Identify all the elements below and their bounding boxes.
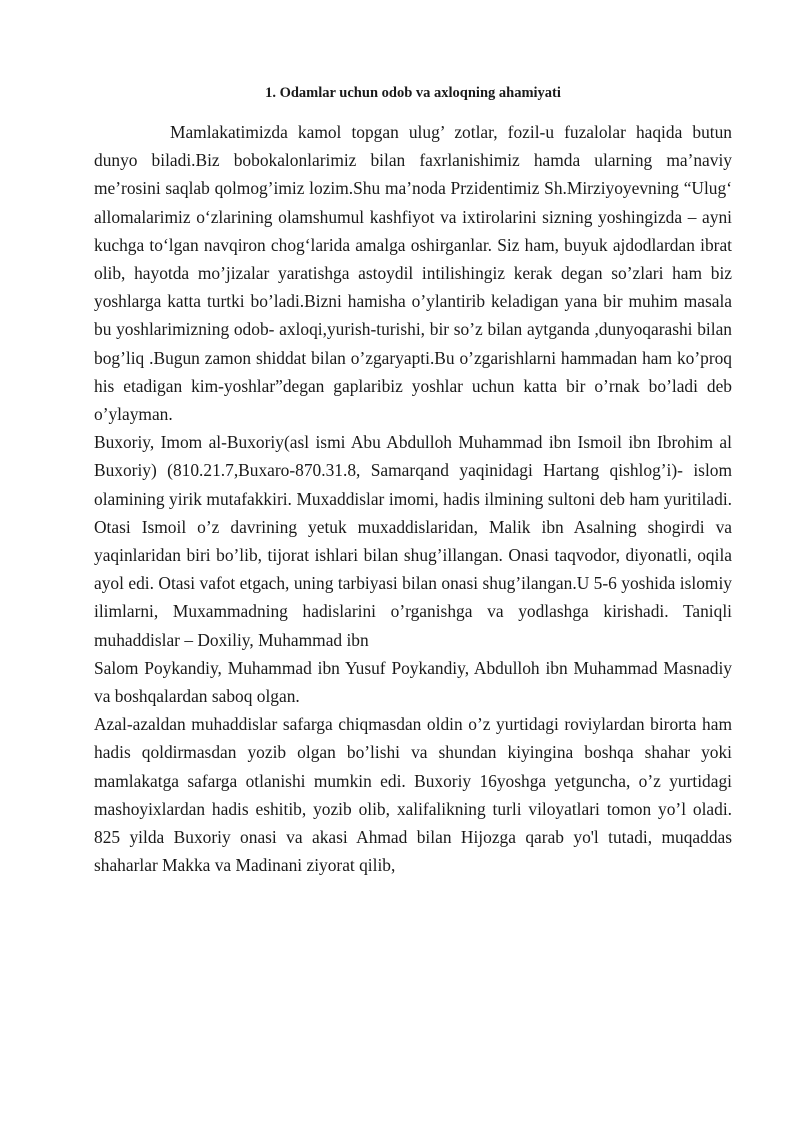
paragraph-travels: Azal-azaldan muhaddislar safarga chiqmasdan oldin o’z yurtidagi roviylardan birorta ham hadis qoldirmasdan yozib olgan bo’lishi va shundan kiyingina boshqa shahar yoki mamlakatga safarga otlanishi mumkin edi. Buxoriy 16yoshga yetguncha, o’z yurtidagi mashoyixlardan hadis eshitib, yozib olib, xalifalikning turli viloyatlari tomon yo’l oladi. 825 yilda Buxoriy onasi va akasi Ahmad bilan Hijozga qarab yo'l tutadi, muqaddas shaharlar Makka va Madinani ziyorat qilib, (94, 714, 732, 876)
paragraph-teachers: Salom Poykandiy, Muhammad ibn Yusuf Poykandiy, Abdulloh ibn Muhammad Masnadiy va boshqalardan saboq olgan. (94, 657, 732, 707)
paragraph-buxoriy-bio: Buxoriy, Imom al-Buxoriy(asl ismi Abu Abdulloh Muhammad ibn Ismoil ibn Ibrohim al Buxoriy) (810.21.7,Buxaro-870.31.8, Samarqand yaqinidagi Hartang qishlog’i)- islom olamining yirik mutafakkiri. Muxaddislar imomi, hadis ilmining sultoni deb ham yuritiladi. Otasi Ismoil o’z davrining yetuk muxaddislaridan, Malik ibn Asalning shogirdi va yaqinlaridan biri bo’lib, tijorat ishlari bilan shug’illangan. Onasi taqvodor, diyonatli, oqila ayol edi. Otasi vafot etgach, uning tarbiyasi bilan onasi shug’ilangan.U 5-6 yoshida islomiy ilimlarni, Muxammadning hadislarini o’rganishga va yodlashga kirishadi. Taniqli muhaddislar – Doxiliy, Muhammad ibn (94, 432, 732, 650)
paragraph-intro: Mamlakatimizda kamol topgan ulug’ zotlar, fozil-u fuzalolar haqida butun dunyo biladi.Biz bobokalonlarimiz bilan faxrlanishimiz hamda ularning ma’naviy me’rosini saqlab qolmog’imiz lozim.Shu ma’noda Przidentimiz Sh.Mirziyoyevning “Ulug‘ allomalarimiz o‘zlarining olamshumul kashfiyot va ixtirolarini sizning yoshingizda – ayni kuchga to‘lgan navqiron chog‘larida amalga oshirganlar. Siz ham, buyuk ajdodlardan ibrat olib, hayotda mo’jizalar yaratishga astoydil intilishingiz kerak degan so’zlari ham biz yoshlarga katta turtki bo’ladi.Bizni hamisha o’ylantirib keladigan yana bir muhim masala bu yoshlarimizning odob- axloqi,yurish-turishi, bir so’z bilan aytganda ,dunyoqarashi bilan bog’liq .Bugun zamon shiddat bilan o’zgaryapti.Bu o’zgarishlarni hammadan ham ko’proq his etadigan kim-yoshlar”degan gaplaribiz yoshlar uchun katta bir o’rnak bo’ladi deb o’ylayman. (94, 122, 732, 425)
section-title: 1. Odamlar uchun odob va axloqning ahamiyati (265, 85, 561, 101)
